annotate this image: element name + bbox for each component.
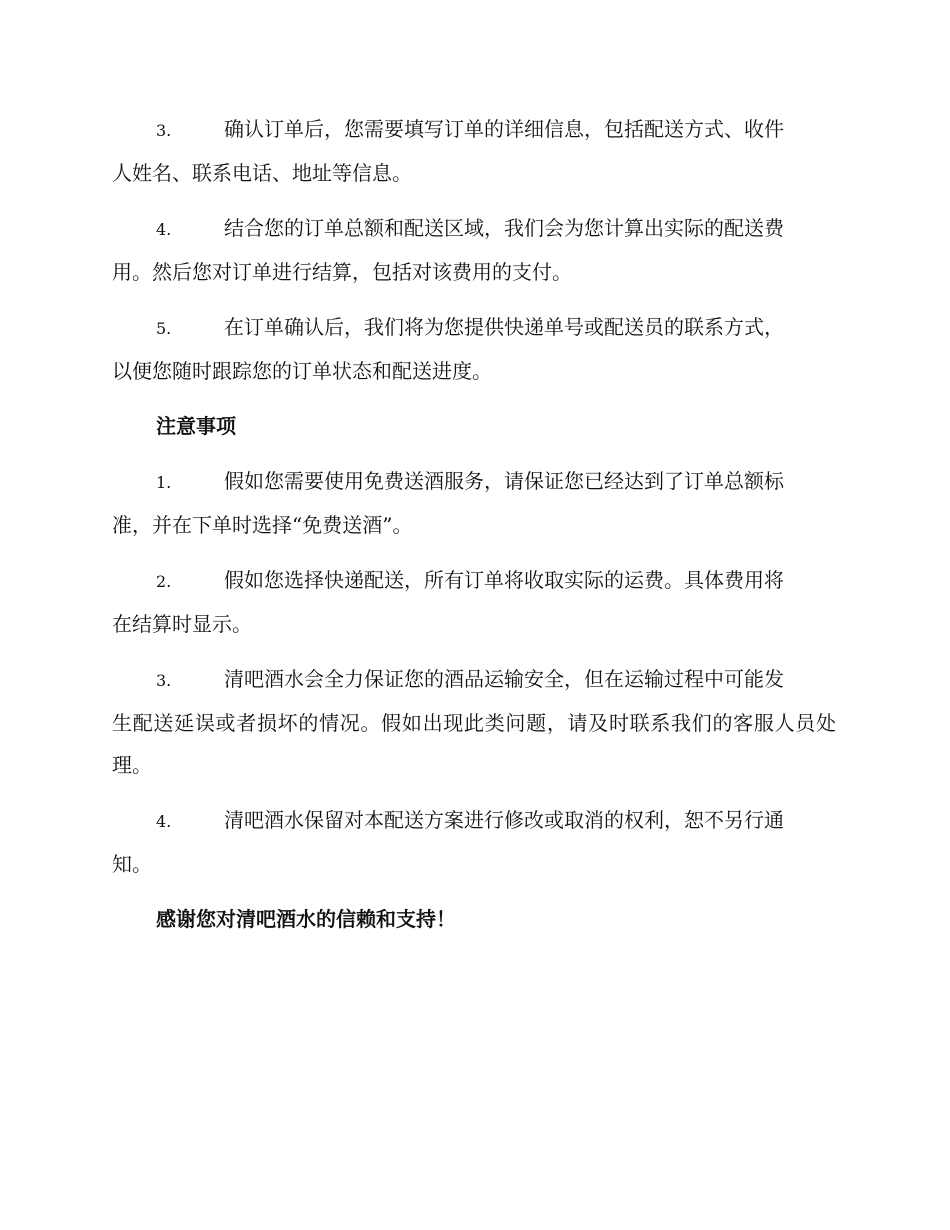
note-text-continued: 知。 bbox=[112, 852, 152, 876]
step-text-continued: 人姓名、联系电话、地址等信息。 bbox=[112, 161, 412, 185]
step-item bbox=[112, 207, 836, 293]
note-text-continued: 准，并在下单时选择“免费送酒”。 bbox=[112, 513, 413, 537]
step-text: 结合您的订单总额和配送区域，我们会为您计算出实际的配送费 bbox=[224, 216, 784, 240]
note-item bbox=[112, 799, 836, 885]
note-number: 4. bbox=[156, 812, 172, 831]
note-number: 3. bbox=[156, 671, 172, 690]
step-number: 5. bbox=[156, 319, 172, 338]
document-page bbox=[112, 108, 836, 953]
step-text: 确认订单后，您需要填写订单的详细信息，包括配送方式、收件 bbox=[224, 117, 784, 141]
note-item bbox=[112, 460, 836, 546]
step-text: 在订单确认后，我们将为您提供快递单号或配送员的联系方式， bbox=[224, 315, 784, 339]
note-item bbox=[112, 559, 836, 645]
closing-line: 感谢您对清吧酒水的信赖和支持！ bbox=[156, 907, 456, 931]
note-text: 清吧酒水会全力保证您的酒品运输安全，但在运输过程中可能发 bbox=[224, 667, 784, 691]
step-number: 4. bbox=[156, 220, 172, 239]
note-text-continued: 生配送延误或者损坏的情况。假如出现此类问题，请及时联系我们的客服人员处理。 bbox=[112, 711, 836, 777]
note-number: 2. bbox=[156, 572, 172, 591]
step-item bbox=[112, 108, 836, 194]
note-text-continued: 在结算时显示。 bbox=[112, 612, 252, 636]
note-text: 清吧酒水保留对本配送方案进行修改或取消的权利，恕不另行通 bbox=[224, 808, 784, 832]
step-number: 3. bbox=[156, 121, 172, 140]
step-text-continued: 用。然后您对订单进行结算，包括对该费用的支付。 bbox=[112, 260, 572, 284]
step-item bbox=[112, 306, 836, 392]
note-text: 假如您选择快递配送，所有订单将收取实际的运费。具体费用将 bbox=[224, 568, 784, 592]
notes-heading: 注意事项 bbox=[156, 414, 236, 438]
step-text-continued: 以便您随时跟踪您的订单状态和配送进度。 bbox=[112, 359, 492, 383]
note-number: 1. bbox=[156, 473, 172, 492]
note-text: 假如您需要使用免费送酒服务，请保证您已经达到了订单总额标 bbox=[224, 469, 784, 493]
note-item bbox=[112, 658, 836, 786]
